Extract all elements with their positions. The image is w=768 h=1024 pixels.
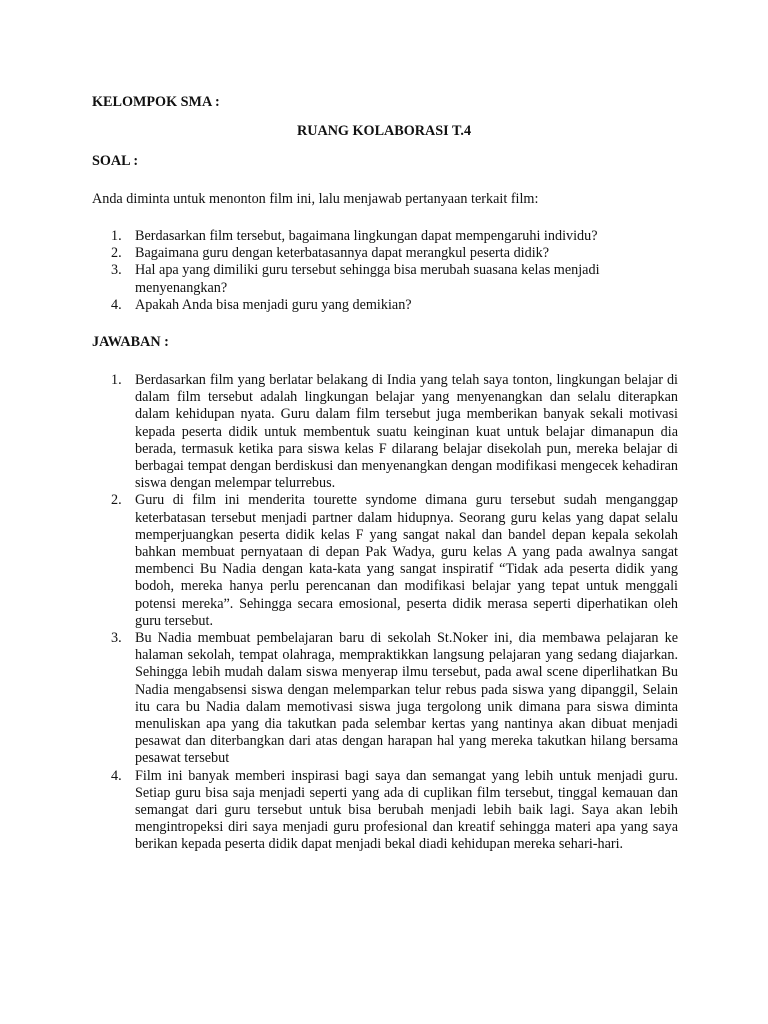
answer-item [92,768,678,854]
question-number: 1. [111,228,122,244]
question-item [92,297,678,314]
question-item [92,245,678,262]
answer-item [92,492,678,630]
answer-number: 2. [111,492,122,509]
answer-number: 4. [111,767,122,784]
question-number: 3. [111,262,122,279]
question-number: 2. [111,245,122,262]
question-list [92,228,678,314]
soal-intro: Anda diminta untuk menonton film ini, lalu menjawab pertanyaan terkait film: [92,191,539,207]
question-item [92,262,678,296]
question-text: Hal apa yang dimiliki guru tersebut sehingga bisa merubah suasana kelas menjadi menyenangkan? [135,262,600,296]
question-text: Berdasarkan film tersebut, bagaimana lingkungan dapat mempengaruhi individu? [135,228,598,244]
answer-item [92,372,678,492]
question-text: Apakah Anda bisa menjadi guru yang demikian? [135,296,412,313]
answer-text: Bu Nadia membuat pembelajaran baru di sekolah St.Noker ini, dia membawa pelajaran ke halaman sekolah, tempat olahraga, mempraktikkan langsung pelajaran yang sedang diajarkan. Sehingga lebih mudah dalam siswa menyerap ilmu tersebut, pada awal scene diperlihatkan Bu Nadia mengabsensi siswa dengan melemparkan telur rebus pada siswa yang dipanggil, Selain itu cara bu Nadia dalam memotivasi siswa juga tergolong unik dimana para siswa diminta menuliskan apa yang dia takutkan pada selembar kertas yang nantinya akan dibuat menjadi pesawat dan diterbangkan dari atas dengan harapan hal yang mereka takutkan hilang bersama pesawat tersebut [135,630,678,767]
group-label: KELOMPOK SMA : [92,94,220,110]
soal-heading: SOAL : [92,153,139,169]
jawaban-heading: JAWABAN : [92,334,169,350]
question-item [92,228,678,245]
answer-number: 1. [111,372,122,388]
question-number: 4. [111,296,122,313]
answer-item [92,630,678,768]
answer-number: 3. [111,630,122,647]
answer-text: Berdasarkan film yang berlatar belakang di India yang telah saya tonton, lingkungan belajar di dalam film tersebut adalah lingkungan belajar yang menyenangkan dan selalu diterapkan dalam kehidupan nyata. Guru dalam film tersebut juga memberikan banyak sekali motivasi kepada peserta didik untuk membentuk suatu keinginan kuat untuk belajar dimanapun dia berada, termasuk ketika para siswa kelas F dilarang belajar disekolah pun, mereka belajar di berbagai tempat dengan berdiskusi dan menyenangkan dengan modifikasi mengecek kehadiran siswa dengan melempar telurrebus. [135,372,678,492]
answer-text: Film ini banyak memberi inspirasi bagi saya dan semangat yang lebih untuk menjadi guru. Setiap guru bisa saja menjadi seperti yang ada di cuplikan film tersebut, tinggal kemauan dan semangat dari guru tersebut untuk bisa berubah menjadi lebih baik lagi. Saya akan lebih mengintropeksi diri saya menjadi guru profesional dan kreatif sehingga materi apa yang saya berikan kepada peserta didik dapat menjadi bekal diadi kehidupan mereka sehari-hari. [135,767,678,853]
answer-list [92,372,678,854]
answer-text: Guru di film ini menderita tourette syndome dimana guru tersebut sudah menganggap keterbatasan tersebut menjadi partner dalam hidupnya. Seorang guru kelas yang dapat selalu memperjuangkan peserta didik kelas F yang sangat nakal dan bandel depan kepala sekolah bahkan membuat pernyataan di depan Pak Wadya, guru kelas A yang pada awalnya sangat membenci Bu Nadia dengan kata-kata yang sangat inspiratif “Tidak ada peserta didik yang bodoh, mereka hanya perlu perencanan dan modifikasi belajar yang tepat untuk menggali potensi mereka”. Sehingga secara emosional, peserta didik merasa seperti diperhatikan oleh guru tersebut. [135,492,678,629]
question-text: Bagaimana guru dengan keterbatasannya dapat merangkul peserta didik? [135,245,550,262]
document-title: RUANG KOLABORASI T.4 [296,123,472,139]
